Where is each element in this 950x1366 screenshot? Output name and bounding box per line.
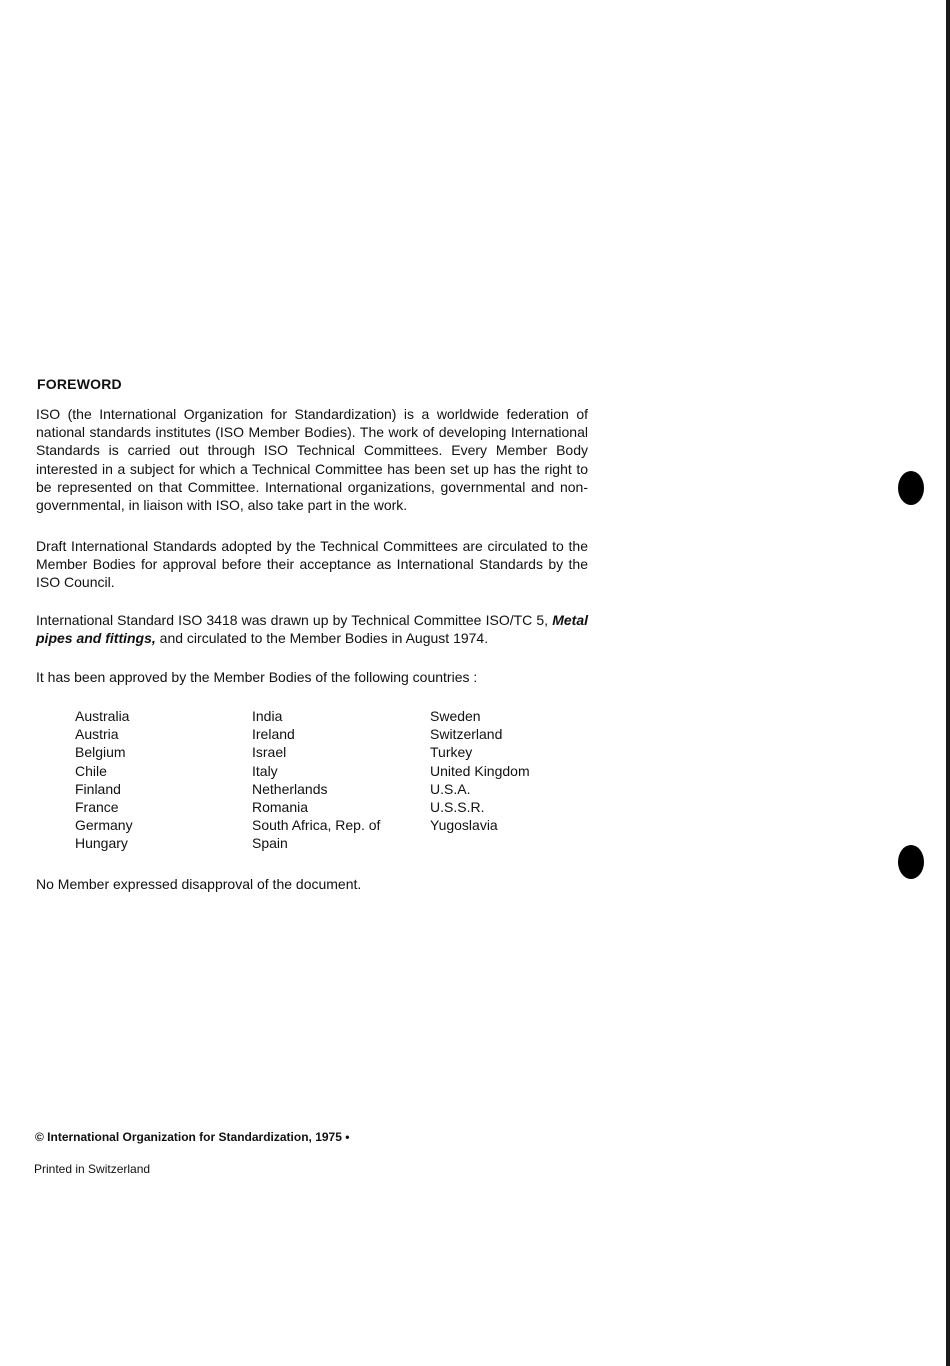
country-item: Ireland: [252, 726, 295, 743]
country-item: Chile: [75, 762, 107, 779]
country-item: Yugoslavia: [430, 817, 498, 834]
paragraph-draft-standards: Draft International Standards adopted by the Technical Committees are circulated to the Member Bodies for approval before their acceptance as International Standards by the ISO Council.: [36, 538, 588, 591]
country-item: Sweden: [430, 708, 481, 724]
country-item: France: [75, 799, 119, 816]
country-item: India: [252, 708, 283, 724]
paragraph-iso-3418-rest: and circulated to the Member Bodies in August 1974.: [155, 630, 489, 647]
printed-in-notice: Printed in Switzerland: [34, 1162, 151, 1176]
paragraph-no-disapproval: No Member expressed disapproval of the document.: [36, 876, 362, 892]
country-item: U.S.S.R.: [430, 799, 485, 816]
foreword-heading: FOREWORD: [37, 376, 122, 392]
country-item: Spain: [252, 835, 288, 852]
country-item: Italy: [252, 762, 278, 779]
page-edge-border: [946, 0, 950, 1366]
country-item: Austria: [75, 726, 119, 743]
country-item: Netherlands: [252, 780, 328, 797]
paragraph-iso-3418-intro: International Standard ISO 3418 was drawn up by Technical Committee ISO/TC 5,: [36, 612, 549, 628]
country-item: South Africa, Rep. of: [252, 817, 381, 834]
country-item: Belgium: [75, 744, 126, 761]
country-item: Finland: [75, 780, 121, 797]
country-item: Hungary: [75, 835, 128, 852]
country-item: Israel: [252, 744, 287, 761]
country-item: U.S.A.: [430, 780, 471, 797]
countries-list: [0, 707, 600, 857]
paragraph-approval: It has been approved by the Member Bodies of the following countries :: [36, 669, 478, 685]
country-item: Germany: [75, 817, 133, 834]
committee-title: Metal pipes and fittings,: [36, 612, 589, 647]
country-item: Australia: [75, 708, 130, 724]
country-item: United Kingdom: [430, 762, 530, 779]
paragraph-iso-intro: ISO (the International Organization for Standardization) is a worldwide federation of national standards institutes (ISO Member Bodies). The work of developing International Standards is carried out through ISO Technical Committees. Every Member Body interested in a subject for which a Technical Committee has been set up has the right to be represented on that Committee. International organizations, governmental and non-governmental, in liaison with ISO, also take part in the work.: [36, 406, 588, 514]
country-item: Switzerland: [430, 726, 503, 743]
countries-column-2: [252, 707, 380, 853]
punch-hole-bottom: [898, 845, 924, 879]
punch-hole-top: [898, 471, 924, 505]
copyright-notice: © International Organization for Standardization, 1975 •: [35, 1130, 350, 1144]
countries-column-1: [75, 707, 133, 853]
country-item: Romania: [252, 799, 309, 816]
country-item: Turkey: [430, 744, 473, 761]
paragraph-iso-3418: [36, 611, 588, 647]
countries-column-3: [430, 707, 530, 834]
